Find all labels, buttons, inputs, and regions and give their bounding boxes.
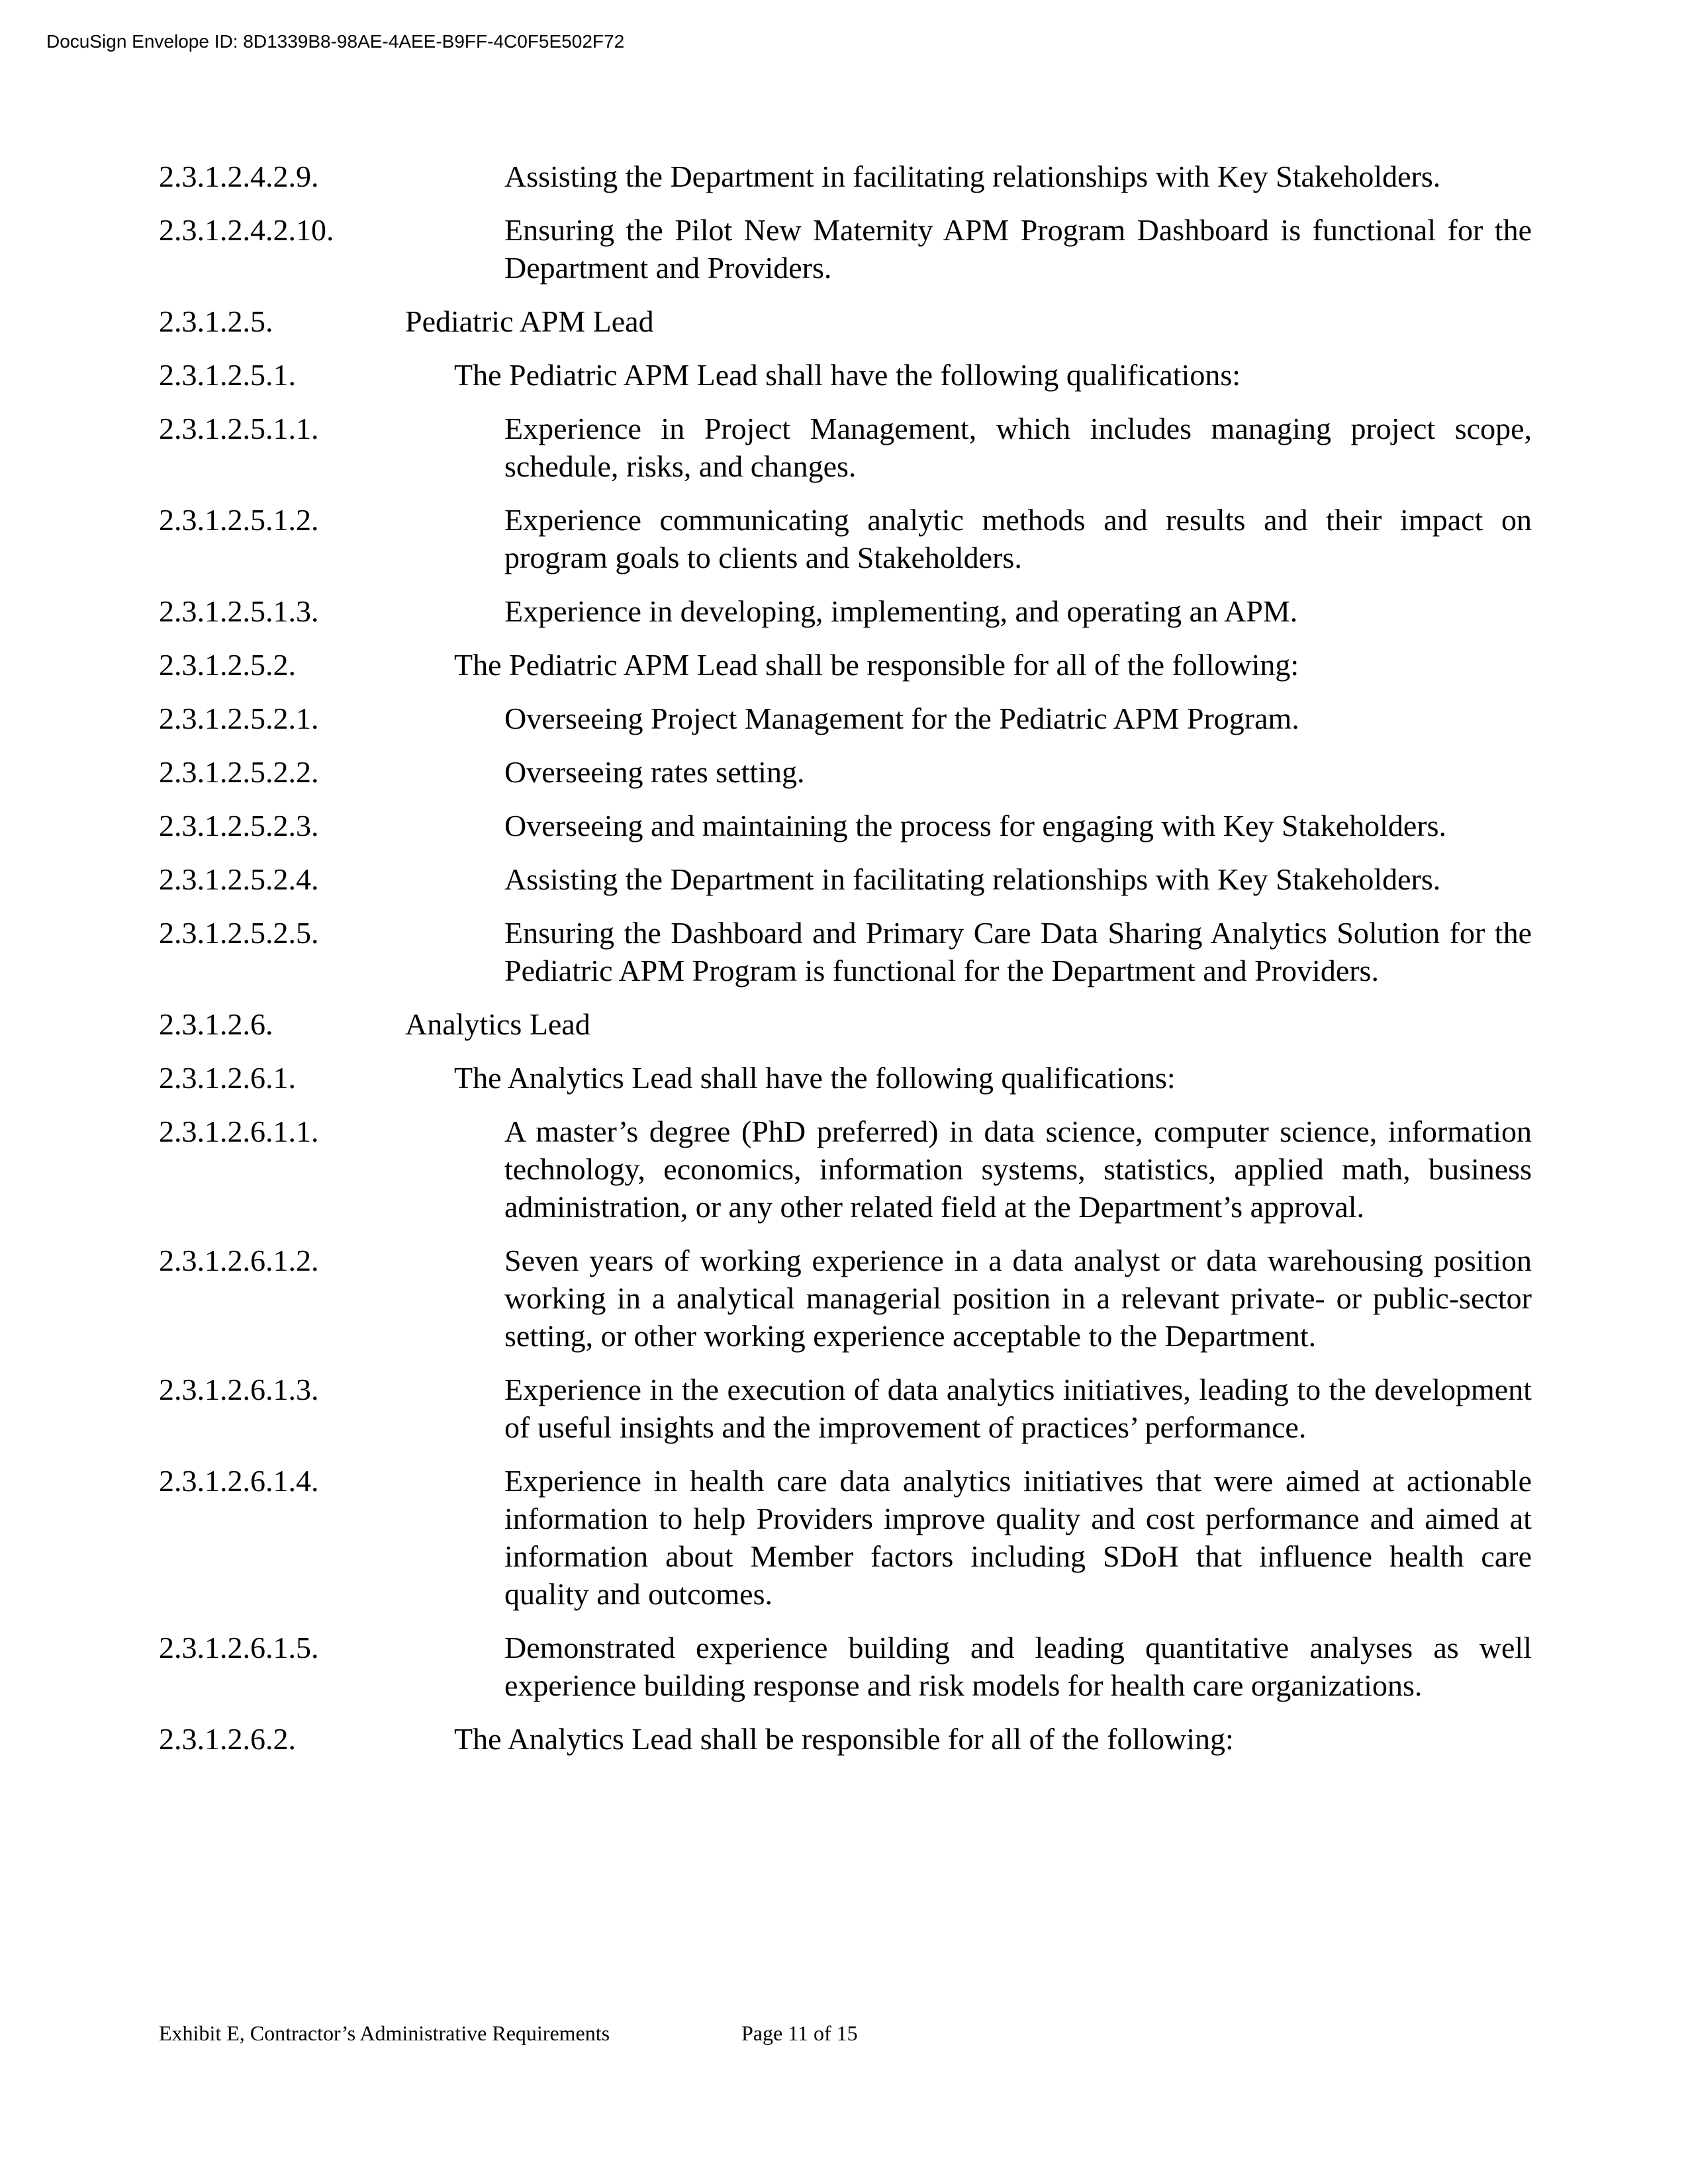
list-item (159, 211, 1532, 287)
section-number: 2.3.1.2.6. (159, 1007, 273, 1041)
section-text: Overseeing rates setting. (504, 755, 805, 789)
list-item (159, 860, 1532, 898)
section-number: 2.3.1.2.6.1.1. (159, 1115, 319, 1148)
section-text: The Pediatric APM Lead shall have the following qualifications: (454, 358, 1241, 392)
list-item (159, 1462, 1532, 1613)
section-number: 2.3.1.2.6.1.5. (159, 1631, 319, 1664)
list-item (159, 356, 1532, 394)
section-number: 2.3.1.2.5.2.3. (159, 809, 319, 842)
list-item (159, 1059, 1532, 1097)
list-item (159, 1005, 1532, 1043)
section-number: 2.3.1.2.6.1. (159, 1061, 296, 1095)
list-item (159, 501, 1532, 576)
section-number: 2.3.1.2.4.2.10. (159, 213, 334, 247)
section-number: 2.3.1.2.5. (159, 304, 273, 338)
list-item (159, 1371, 1532, 1446)
section-number: 2.3.1.2.6.1.2. (159, 1244, 319, 1277)
section-text: Overseeing Project Management for the Pediatric APM Program. (504, 702, 1299, 735)
section-text: Experience communicating analytic methods and results and their impact on program goals to clients and Stakeholders. (504, 503, 1532, 574)
footer-exhibit-title: Exhibit E, Contractor’s Administrative Requirements (159, 2021, 610, 2045)
list-item (159, 700, 1532, 737)
section-list (159, 158, 1532, 1774)
section-number: 2.3.1.2.6.1.3. (159, 1373, 319, 1406)
section-number: 2.3.1.2.4.2.9. (159, 159, 319, 193)
section-number: 2.3.1.2.5.2.5. (159, 916, 319, 950)
section-number: 2.3.1.2.5.2.2. (159, 755, 319, 789)
section-number: 2.3.1.2.5.1.3. (159, 594, 319, 628)
list-item (159, 753, 1532, 791)
list-item (159, 1113, 1532, 1226)
section-text: Seven years of working experience in a data analyst or data warehousing position working in a analytical managerial position in a relevant private- or public-sector setting, or other working experience acceptable to the Department. (504, 1244, 1532, 1353)
section-number: 2.3.1.2.5.2. (159, 648, 296, 682)
section-text: Experience in Project Management, which includes managing project scope, schedule, risks, and changes. (504, 412, 1532, 483)
docusign-envelope-id: DocuSign Envelope ID: 8D1339B8-98AE-4AEE-B9FF-4C0F5E502F72 (46, 31, 625, 52)
list-item (159, 410, 1532, 485)
section-text: Demonstrated experience building and leading quantitative analyses as well experience building response and risk models for health care organizations. (504, 1631, 1532, 1702)
section-text: Assisting the Department in facilitating relationships with Key Stakeholders. (504, 862, 1441, 896)
list-item (159, 914, 1532, 989)
list-item (159, 1629, 1532, 1704)
section-text: Assisting the Department in facilitating relationships with Key Stakeholders. (504, 159, 1441, 193)
list-item (159, 592, 1532, 630)
list-item (159, 1720, 1532, 1758)
section-text: Experience in the execution of data analytics initiatives, leading to the development of useful insights and the improvement of practices’ performance. (504, 1373, 1532, 1444)
list-item (159, 646, 1532, 684)
list-item (159, 158, 1532, 195)
section-text: Ensuring the Pilot New Maternity APM Program Dashboard is functional for the Department and Providers. (504, 213, 1532, 285)
section-text: The Analytics Lead shall have the following qualifications: (454, 1061, 1176, 1095)
section-heading: Pediatric APM Lead (405, 304, 654, 338)
section-text: Overseeing and maintaining the process for engaging with Key Stakeholders. (504, 809, 1447, 842)
list-item (159, 302, 1532, 340)
section-heading: Analytics Lead (405, 1007, 590, 1041)
section-number: 2.3.1.2.5.1. (159, 358, 296, 392)
section-number: 2.3.1.2.6.2. (159, 1722, 296, 1756)
section-number: 2.3.1.2.5.1.1. (159, 412, 319, 445)
section-number: 2.3.1.2.6.1.4. (159, 1464, 319, 1498)
section-number: 2.3.1.2.5.2.4. (159, 862, 319, 896)
section-text: Ensuring the Dashboard and Primary Care Data Sharing Analytics Solution for the Pediatric APM Program is functional for the Department and Providers. (504, 916, 1532, 987)
section-number: 2.3.1.2.5.2.1. (159, 702, 319, 735)
section-text: Experience in health care data analytics initiatives that were aimed at actionable information to help Providers improve quality and cost performance and aimed at information about Member factors including SDoH that influence health care quality and outcomes. (504, 1464, 1532, 1611)
list-item (159, 807, 1532, 844)
footer-page-number: Page 11 of 15 (741, 2021, 858, 2045)
list-item (159, 1242, 1532, 1355)
section-number: 2.3.1.2.5.1.2. (159, 503, 319, 537)
section-text: A master’s degree (PhD preferred) in data science, computer science, information technology, economics, information systems, statistics, applied math, business administration, or any other related field at the Department’s approval. (504, 1115, 1532, 1224)
section-text: The Analytics Lead shall be responsible for all of the following: (454, 1722, 1234, 1756)
section-text: The Pediatric APM Lead shall be responsible for all of the following: (454, 648, 1299, 682)
section-text: Experience in developing, implementing, and operating an APM. (504, 594, 1298, 628)
